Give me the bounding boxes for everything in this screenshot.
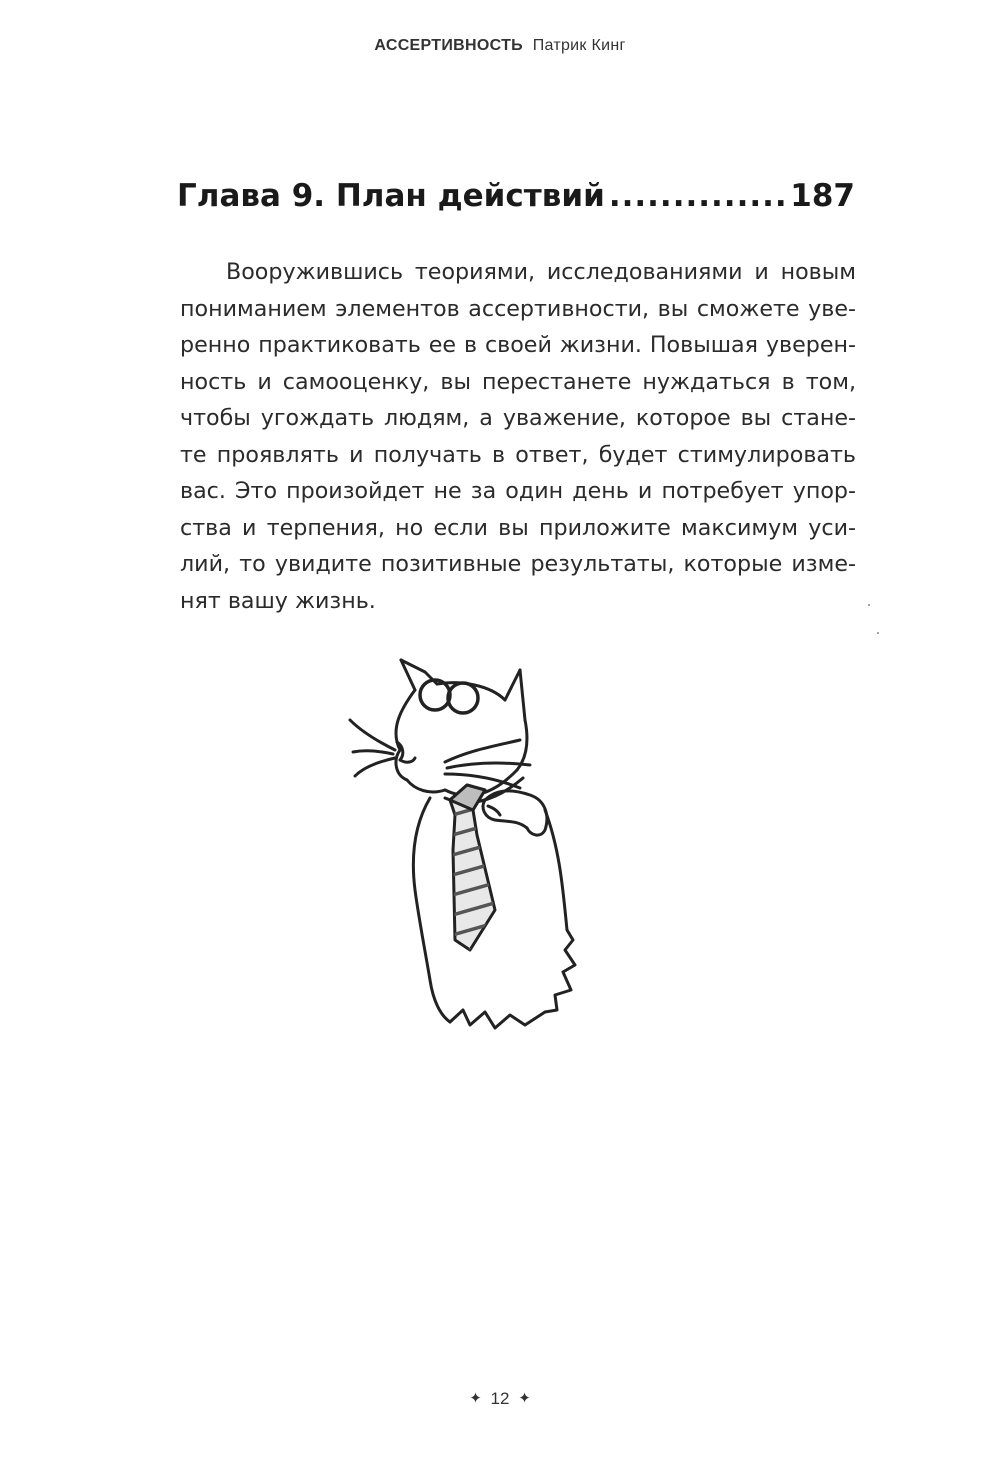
body-line: ность и самооценку, вы перестанете нуждаться в том,	[180, 368, 856, 395]
body-line: Вооружившись теориями, исследованиями и новым	[226, 259, 856, 285]
scan-speck	[868, 604, 870, 606]
body-line: пониманием элементов ассертивности, вы сможете уве-	[180, 295, 856, 322]
body-line: нят вашу жизнь.	[180, 587, 376, 614]
body-line: ства и терпения, но если вы приложите максимум уси-	[180, 514, 856, 541]
scan-speck	[877, 632, 879, 634]
toc-chapter-title: Глава 9. План действий	[177, 178, 605, 214]
toc-page-number: 187	[790, 178, 855, 214]
body-line: те проявлять и получать в ответ, будет стимулировать	[180, 441, 856, 468]
body-line: вас. Это произойдет не за один день и потребует упор-	[180, 478, 856, 504]
body-line: ренно практиковать ее в своей жизни. Повышая уверен-	[180, 332, 856, 358]
book-title: АССЕРТИВНОСТЬ	[374, 37, 523, 54]
book-author: Патрик Кинг	[532, 37, 626, 54]
ornament-icon: ✦	[518, 1390, 531, 1407]
toc-dot-leader	[609, 178, 786, 214]
body-paragraph	[180, 254, 856, 619]
body-line: лий, то увидите позитивные результаты, которые изме-	[180, 551, 856, 577]
ornament-icon: ✦	[469, 1390, 482, 1407]
toc-entry	[177, 178, 855, 214]
cat-in-tie-icon	[345, 650, 595, 1030]
page-footer	[0, 1389, 1000, 1409]
body-line: чтобы угождать людям, а уважение, которое вы стане-	[180, 405, 856, 431]
page-number: 12	[490, 1389, 510, 1408]
running-header	[0, 37, 1000, 55]
